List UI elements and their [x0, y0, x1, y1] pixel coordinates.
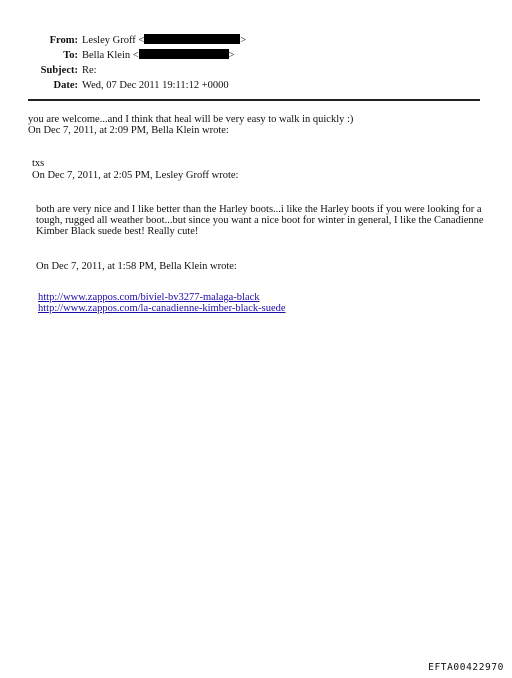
quote3-attribution: On Dec 7, 2011, at 1:58 PM, Bella Klein wrote:	[36, 261, 237, 272]
to-name: Bella Klein <	[82, 50, 139, 61]
from-row	[0, 33, 512, 48]
from-name: Lesley Groff <	[82, 35, 145, 46]
zappos-link-canadienne[interactable]: http://www.zappos.com/la-canadienne-kimber-black-suede	[38, 303, 286, 314]
date-value: Wed, 07 Dec 2011 19:11:12 +0000	[82, 80, 229, 91]
quote2-line: tough, rugged all weather boot...but since you want a nice boot for winter in general, I like the Canadienne	[36, 215, 484, 226]
quote2-line: Kimber Black suede best! Really cute!	[36, 226, 199, 237]
redaction-block	[139, 49, 229, 59]
reply-line: you are welcome...and I think that heal will be very easy to walk in quickly :)	[28, 114, 354, 125]
to-row	[0, 48, 512, 63]
to-value	[82, 48, 235, 63]
header-divider	[28, 99, 480, 101]
subject-row	[0, 63, 512, 78]
to-label: To:	[63, 50, 78, 61]
subject-value: Re:	[82, 65, 97, 76]
from-close: >	[240, 35, 247, 46]
zappos-link-biviel[interactable]: http://www.zappos.com/biviel-bv3277-malaga-black	[38, 292, 260, 303]
to-close: >	[228, 50, 235, 61]
date-row	[0, 78, 512, 93]
redaction-block	[144, 34, 240, 44]
email-header	[0, 33, 512, 93]
from-value	[82, 33, 246, 48]
quote2-line: both are very nice and I like better than the Harley boots...i like the Harley boots if you were looking for a	[36, 204, 482, 215]
date-label: Date:	[53, 80, 78, 91]
quote2-attribution: On Dec 7, 2011, at 2:05 PM, Lesley Groff wrote:	[32, 170, 239, 181]
subject-label: Subject:	[40, 65, 78, 76]
document-id: EFTA00422970	[428, 662, 504, 673]
quote1-text: txs	[32, 158, 45, 169]
from-label: From:	[49, 35, 78, 46]
quote1-attribution: On Dec 7, 2011, at 2:09 PM, Bella Klein wrote:	[28, 125, 229, 136]
